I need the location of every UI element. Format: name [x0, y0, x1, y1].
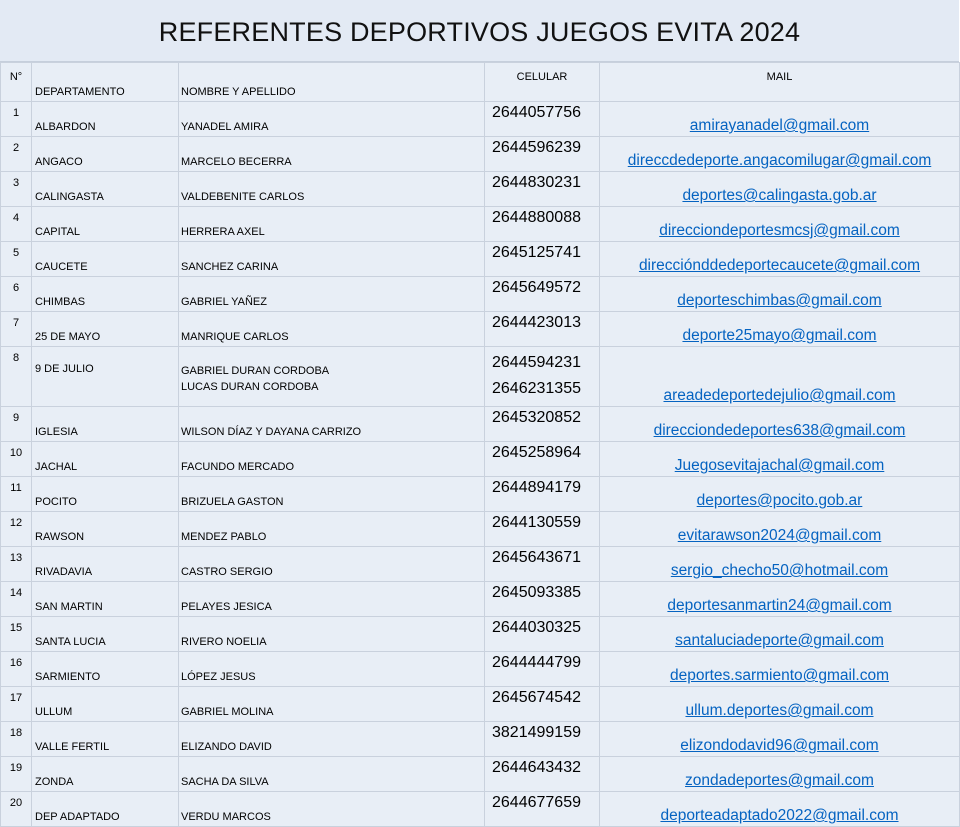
row-number: 6	[1, 277, 32, 312]
name-cell: YANADEL AMIRA	[179, 102, 485, 137]
department-cell: IGLESIA	[32, 407, 179, 442]
row-number: 17	[1, 687, 32, 722]
phone-cell: 2644677659	[485, 792, 600, 827]
department-cell: CAUCETE	[32, 242, 179, 277]
mail-link[interactable]: zondadeportes@gmail.com	[685, 772, 874, 789]
row-number: 15	[1, 617, 32, 652]
row-number: 19	[1, 757, 32, 792]
mail-cell	[600, 207, 960, 242]
header-phone: CELULAR	[485, 63, 600, 102]
table-row	[1, 757, 960, 792]
mail-link[interactable]: deportes@calingasta.gob.ar	[682, 187, 877, 204]
phone-number: 2646231355	[492, 380, 581, 397]
name-cell: VALDEBENITE CARLOS	[179, 172, 485, 207]
table-row	[1, 312, 960, 347]
mail-link[interactable]: direccdedeporte.angacomilugar@gmail.com	[627, 152, 932, 169]
department-cell: SANTA LUCIA	[32, 617, 179, 652]
phone-cell: 2645674542	[485, 687, 600, 722]
table-row	[1, 477, 960, 512]
table-row	[1, 582, 960, 617]
phone-cell: 2645649572	[485, 277, 600, 312]
name-cell: LÓPEZ JESUS	[179, 652, 485, 687]
table-row	[1, 407, 960, 442]
name-cell: PELAYES JESICA	[179, 582, 485, 617]
mail-cell	[600, 512, 960, 547]
row-number: 9	[1, 407, 32, 442]
mail-link[interactable]: direcciondeportesmcsj@gmail.com	[659, 222, 900, 239]
name-cell: MENDEZ PABLO	[179, 512, 485, 547]
table-row	[1, 242, 960, 277]
phone-cell: 2645320852	[485, 407, 600, 442]
phone-cell: 2645258964	[485, 442, 600, 477]
mail-cell	[600, 757, 960, 792]
department-cell: CHIMBAS	[32, 277, 179, 312]
header-name: NOMBRE Y APELLIDO	[179, 63, 485, 102]
mail-link[interactable]: elizondodavid96@gmail.com	[680, 737, 879, 754]
department-cell: ZONDA	[32, 757, 179, 792]
referent-name: GABRIEL DURAN CORDOBA	[181, 365, 330, 377]
row-number: 18	[1, 722, 32, 757]
name-cell: RIVERO NOELIA	[179, 617, 485, 652]
department-cell: CALINGASTA	[32, 172, 179, 207]
mail-cell	[600, 407, 960, 442]
row-number: 20	[1, 792, 32, 827]
name-cell: VERDU MARCOS	[179, 792, 485, 827]
department-cell: DEP ADAPTADO	[32, 792, 179, 827]
mail-link[interactable]: deporteadaptado2022@gmail.com	[660, 807, 899, 824]
mail-cell	[600, 442, 960, 477]
mail-cell	[600, 722, 960, 757]
department-cell: POCITO	[32, 477, 179, 512]
mail-link[interactable]: deporteschimbas@gmail.com	[677, 292, 882, 309]
row-number: 11	[1, 477, 32, 512]
table-row	[1, 687, 960, 722]
table-row	[1, 277, 960, 312]
department-cell: SAN MARTIN	[32, 582, 179, 617]
row-number: 10	[1, 442, 32, 477]
mail-cell	[600, 242, 960, 277]
name-cell: BRIZUELA GASTON	[179, 477, 485, 512]
mail-cell	[600, 652, 960, 687]
phone-cell: 2644894179	[485, 477, 600, 512]
department-cell: 9 DE JULIO	[32, 347, 179, 407]
mail-link[interactable]: santaluciadeporte@gmail.com	[675, 632, 884, 649]
department-cell: RIVADAVIA	[32, 547, 179, 582]
row-number: 3	[1, 172, 32, 207]
table-header-row	[1, 63, 960, 102]
phone-cell: 2644057756	[485, 102, 600, 137]
department-cell: SARMIENTO	[32, 652, 179, 687]
phone-cell: 2644444799	[485, 652, 600, 687]
row-number: 16	[1, 652, 32, 687]
phone-number: 2644594231	[492, 354, 581, 371]
phone-cell: 3821499159	[485, 722, 600, 757]
row-number: 7	[1, 312, 32, 347]
row-number: 4	[1, 207, 32, 242]
header-num: N°	[1, 63, 32, 102]
row-number: 14	[1, 582, 32, 617]
department-cell: ANGACO	[32, 137, 179, 172]
phone-cell: 2645093385	[485, 582, 600, 617]
department-cell: CAPITAL	[32, 207, 179, 242]
row-number: 8	[1, 347, 32, 407]
mail-link[interactable]: sergio_checho50@hotmail.com	[670, 562, 889, 579]
name-cell	[179, 347, 485, 407]
row-number: 12	[1, 512, 32, 547]
phone-cell: 2644830231	[485, 172, 600, 207]
header-mail: MAIL	[600, 63, 960, 102]
mail-cell	[600, 277, 960, 312]
table-row	[1, 207, 960, 242]
mail-link[interactable]: evitarawson2024@gmail.com	[677, 527, 882, 544]
table-row	[1, 347, 960, 407]
table-row	[1, 547, 960, 582]
phone-cell	[485, 347, 600, 407]
title-banner	[0, 0, 959, 62]
mail-cell	[600, 102, 960, 137]
mail-cell	[600, 582, 960, 617]
row-number: 5	[1, 242, 32, 277]
name-cell: SACHA DA SILVA	[179, 757, 485, 792]
name-cell: GABRIEL MOLINA	[179, 687, 485, 722]
page-title: REFERENTES DEPORTIVOS JUEGOS EVITA 2024	[158, 17, 801, 47]
department-cell: 25 DE MAYO	[32, 312, 179, 347]
name-cell: WILSON DÍAZ Y DAYANA CARRIZO	[179, 407, 485, 442]
row-number: 13	[1, 547, 32, 582]
table-row	[1, 102, 960, 137]
mail-cell	[600, 547, 960, 582]
table-row	[1, 792, 960, 827]
mail-cell	[600, 617, 960, 652]
department-cell: VALLE FERTIL	[32, 722, 179, 757]
table-row	[1, 137, 960, 172]
phone-cell: 2644596239	[485, 137, 600, 172]
mail-cell	[600, 172, 960, 207]
phone-cell: 2644030325	[485, 617, 600, 652]
name-cell: CASTRO SERGIO	[179, 547, 485, 582]
mail-cell	[600, 477, 960, 512]
mail-link[interactable]: deportes.sarmiento@gmail.com	[669, 667, 890, 684]
department-cell: RAWSON	[32, 512, 179, 547]
table-row	[1, 442, 960, 477]
mail-cell	[600, 137, 960, 172]
mail-cell	[600, 312, 960, 347]
table-row	[1, 617, 960, 652]
department-cell: ALBARDON	[32, 102, 179, 137]
mail-link[interactable]: Juegosevitajachal@gmail.com	[674, 457, 885, 474]
mail-link[interactable]: deporte25mayo@gmail.com	[682, 327, 877, 344]
table-row	[1, 652, 960, 687]
mail-link[interactable]: amirayanadel@gmail.com	[689, 117, 870, 134]
phone-cell: 2645643671	[485, 547, 600, 582]
header-department: DEPARTAMENTO	[32, 63, 179, 102]
phone-cell: 2644423013	[485, 312, 600, 347]
mail-link[interactable]: deportes@pocito.gob.ar	[696, 492, 863, 509]
mail-link[interactable]: direcciónddedeportecaucete@gmail.com	[638, 257, 921, 274]
mail-link[interactable]: direcciondedeportes638@gmail.com	[653, 422, 906, 439]
row-number: 2	[1, 137, 32, 172]
referent-name: LUCAS DURAN CORDOBA	[181, 381, 319, 393]
name-cell: ELIZANDO DAVID	[179, 722, 485, 757]
mail-cell	[600, 792, 960, 827]
name-cell: MANRIQUE CARLOS	[179, 312, 485, 347]
referents-table	[0, 62, 960, 827]
row-number: 1	[1, 102, 32, 137]
name-cell: GABRIEL YAÑEZ	[179, 277, 485, 312]
mail-link[interactable]: deportesanmartin24@gmail.com	[667, 597, 892, 614]
name-cell: SANCHEZ CARINA	[179, 242, 485, 277]
mail-cell	[600, 687, 960, 722]
table-row	[1, 722, 960, 757]
mail-cell	[600, 347, 960, 407]
mail-link[interactable]: ullum.deportes@gmail.com	[685, 702, 874, 719]
table-row	[1, 172, 960, 207]
table-row	[1, 512, 960, 547]
mail-link[interactable]: areadedeportedejulio@gmail.com	[663, 387, 896, 404]
phone-cell: 2645125741	[485, 242, 600, 277]
name-cell: FACUNDO MERCADO	[179, 442, 485, 477]
phone-cell: 2644880088	[485, 207, 600, 242]
phone-cell: 2644643432	[485, 757, 600, 792]
department-cell: JACHAL	[32, 442, 179, 477]
name-cell: MARCELO BECERRA	[179, 137, 485, 172]
name-cell: HERRERA AXEL	[179, 207, 485, 242]
department-cell: ULLUM	[32, 687, 179, 722]
phone-cell: 2644130559	[485, 512, 600, 547]
